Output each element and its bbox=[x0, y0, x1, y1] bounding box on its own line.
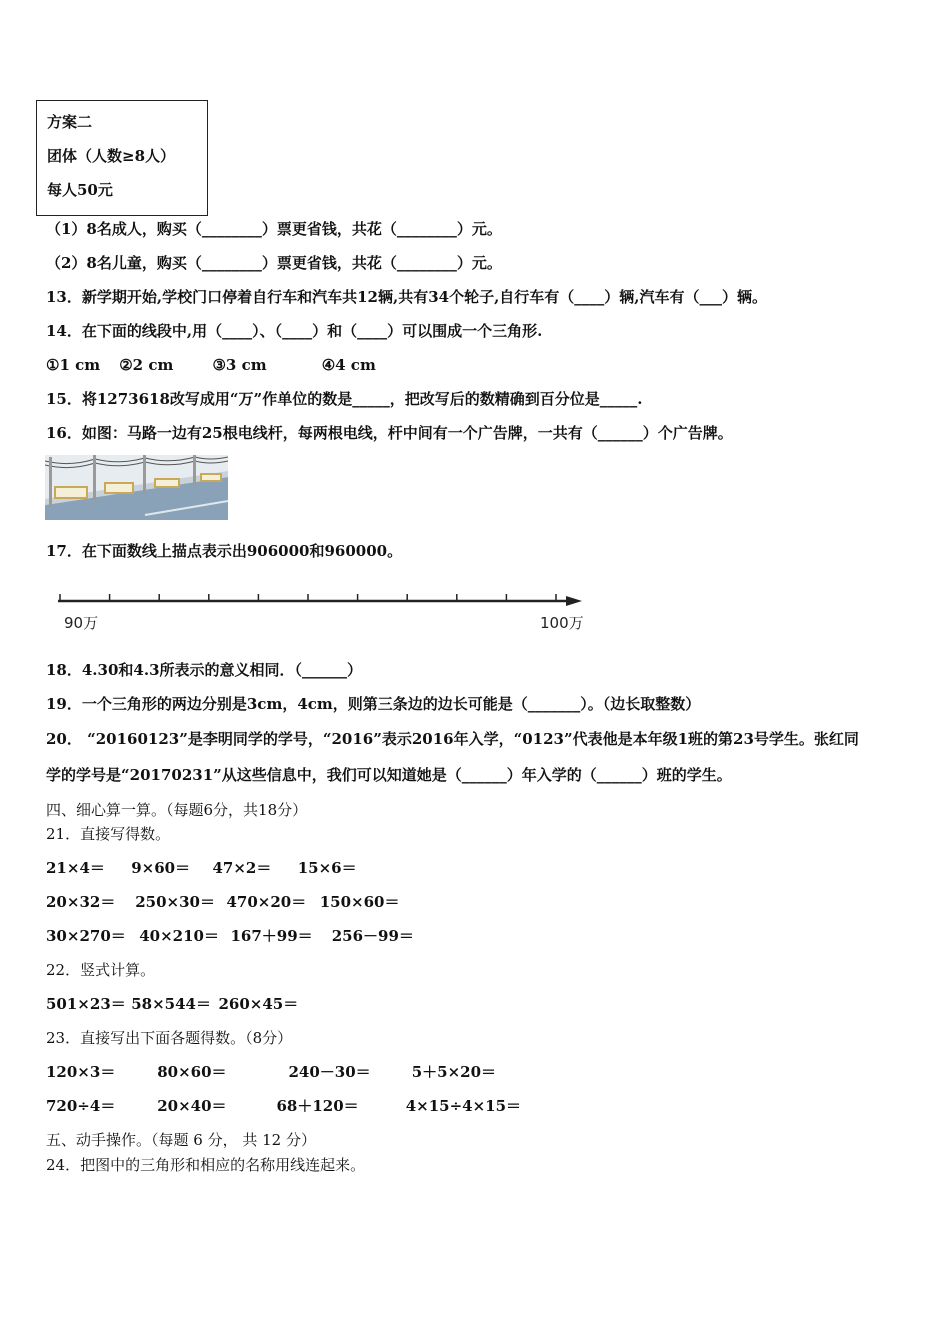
q22: 22．竖式计算。 bbox=[46, 961, 156, 979]
plan-box bbox=[36, 100, 208, 216]
q12-part2: （2）8名儿童，购买（________）票更省钱，共花（________）元。 bbox=[46, 254, 502, 272]
q21-item: 15×6＝ bbox=[297, 859, 357, 877]
q22-row bbox=[46, 994, 298, 1014]
q21: 21．直接写得数。 bbox=[46, 825, 171, 843]
q21-item: 30×270＝ bbox=[46, 927, 126, 945]
q21-item: 256－99＝ bbox=[331, 927, 414, 945]
q23-item: 120×3＝ bbox=[46, 1063, 116, 1081]
section-5-heading: 五、动手操作。（每题 6 分， 共 12 分） bbox=[46, 1131, 316, 1149]
q23-item: 5＋5×20＝ bbox=[411, 1063, 497, 1081]
q22-item: 58×544＝ bbox=[131, 995, 211, 1013]
q21-item: 150×60＝ bbox=[319, 893, 400, 911]
q23-item: 720÷4＝ bbox=[46, 1097, 116, 1115]
q21-item: 21×4＝ bbox=[46, 859, 105, 877]
q23-item: 240－30＝ bbox=[288, 1063, 371, 1081]
q21-item: 9×60＝ bbox=[131, 859, 191, 877]
q23-row-2 bbox=[46, 1096, 521, 1116]
q14-option-1: ①1 cm bbox=[46, 356, 101, 374]
section-4-heading: 四、细心算一算。（每题6分，共18分） bbox=[46, 801, 308, 819]
q22-item: 501×23＝ bbox=[46, 995, 126, 1013]
q21-row-2 bbox=[46, 892, 399, 912]
q13: 13．新学期开始,学校门口停着自行车和汽车共12辆,共有34个轮子,自行车有（____）辆,汽车有（___）辆。 bbox=[46, 288, 768, 306]
q23-item: 80×60＝ bbox=[157, 1063, 227, 1081]
q21-item: 470×20＝ bbox=[226, 893, 307, 911]
number-line bbox=[50, 588, 595, 638]
q17: 17．在下面数线上描点表示出906000和960000。 bbox=[46, 542, 403, 560]
q15: 15．将1273618改写成用“万”作单位的数是_____，把改写后的数精确到百分位是_____. bbox=[46, 390, 643, 408]
q21-row-3 bbox=[46, 926, 414, 946]
number-line-end-label: 100万 bbox=[540, 614, 584, 632]
q22-item: 260×45＝ bbox=[218, 995, 299, 1013]
q20-line2: 学的学号是“20170231”从这些信息中，我们可以知道她是（______）年入学的（______）班的学生。 bbox=[46, 766, 732, 784]
q18: 18．4.30和4.3所表示的意义相同．（______） bbox=[46, 661, 363, 679]
q21-item: 167＋99＝ bbox=[230, 927, 313, 945]
q16: 16．如图：马路一边有25根电线杆，每两根电线，杆中间有一个广告牌，一共有（______）个广告牌。 bbox=[46, 424, 733, 442]
q23-row-1 bbox=[46, 1062, 496, 1082]
q20-line1: 20． “20160123”是李明同学的学号，“2016”表示2016年入学，“0123”代表他是本年级1班的第23号学生。张红同 bbox=[46, 730, 859, 748]
q14-options bbox=[46, 355, 376, 375]
q21-item: 250×30＝ bbox=[135, 893, 215, 911]
q23: 23．直接写出下面各题得数。（8分） bbox=[46, 1029, 293, 1047]
q14: 14．在下面的线段中,用（____）、（____）和（____）可以围成一个三角形. bbox=[46, 322, 543, 340]
plan-price: 每人50元 bbox=[47, 181, 113, 199]
q14-option-2: ②2 cm bbox=[119, 356, 174, 374]
street-illustration bbox=[45, 455, 228, 520]
plan-title: 方案二 bbox=[47, 113, 93, 131]
q23-item: 20×40＝ bbox=[157, 1097, 227, 1115]
q12-part1: （1）8名成人，购买（________）票更省钱，共花（________）元。 bbox=[46, 220, 502, 238]
q21-item: 40×210＝ bbox=[139, 927, 219, 945]
number-line-start-label: 90万 bbox=[64, 614, 99, 632]
q21-item: 47×2＝ bbox=[212, 859, 272, 877]
q21-item: 20×32＝ bbox=[46, 893, 116, 911]
q24: 24．把图中的三角形和相应的名称用线连起来。 bbox=[46, 1156, 366, 1174]
q14-option-4: ④4 cm bbox=[321, 356, 376, 374]
number-line-arrow-icon bbox=[566, 596, 582, 606]
plan-group-condition: 团体（人数≥8人） bbox=[47, 147, 176, 165]
q21-row-1 bbox=[46, 858, 357, 878]
q19: 19．一个三角形的两边分别是3cm，4cm，则第三条边的边长可能是（_______）。（边长取整数） bbox=[46, 695, 701, 713]
q23-item: 4×15÷4×15＝ bbox=[405, 1097, 522, 1115]
q23-item: 68＋120＝ bbox=[276, 1097, 359, 1115]
q14-option-3: ③3 cm bbox=[212, 356, 267, 374]
